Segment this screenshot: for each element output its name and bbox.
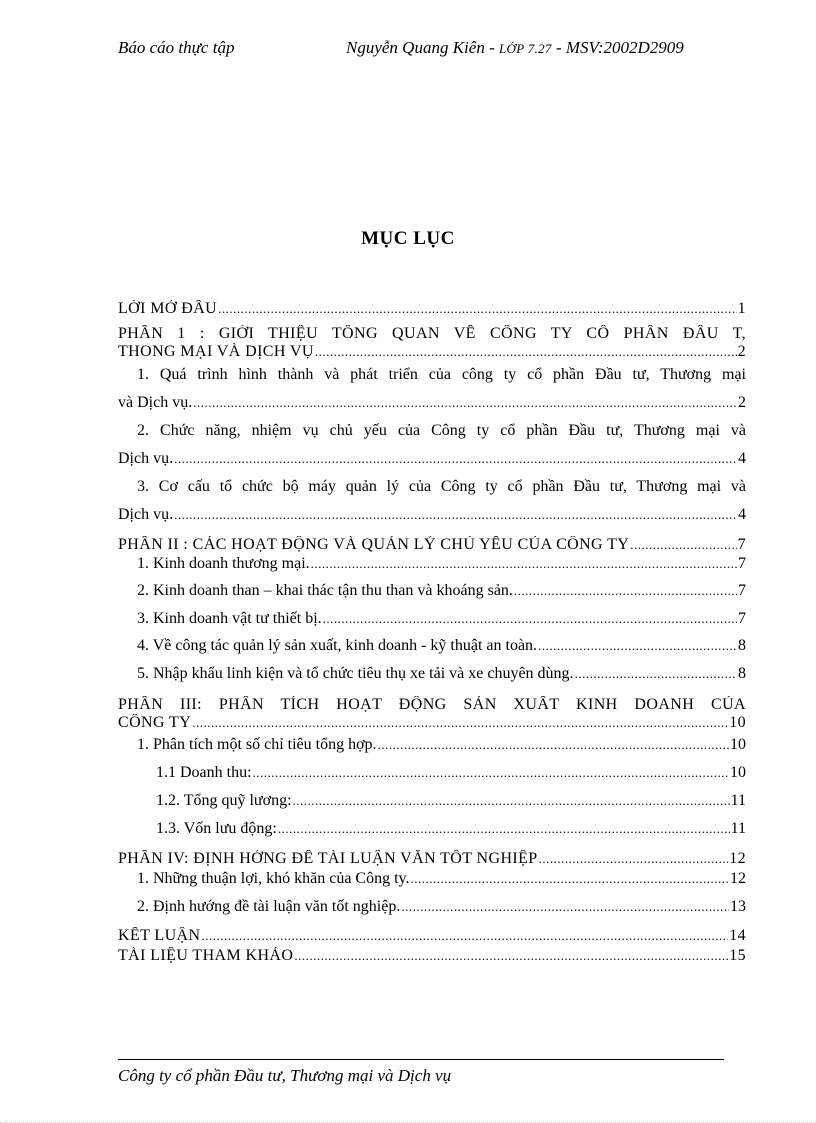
toc-entry-text-cont: CÔNG TY — [118, 714, 192, 731]
toc-entry-p2-2[interactable] — [137, 582, 746, 600]
toc-entry-page: 10 — [730, 736, 746, 753]
toc-entry-text: 2. Chức năng, nhiệm vụ chủ yếu của Công ty cổ phần Đầu tư, Thương mại và — [137, 422, 746, 439]
toc-entry-p1-3[interactable] — [118, 478, 746, 524]
toc-entry-text: 5. Nhập khẩu linh kiện và tổ chức tiêu thụ xe tải và xe chuyên dùng. — [137, 665, 574, 682]
toc-entry-text: PHẦN III: PHÂN TÍCH HOẠT ĐỘNG SẢN XUẤT KINH DOANH CỦA — [118, 696, 746, 713]
toc-entry-phan-3[interactable] — [118, 696, 746, 732]
toc-entry-page: 7 — [737, 536, 746, 553]
toc-entry-p1-2[interactable] — [118, 422, 746, 468]
toc-entry-page: 8 — [738, 637, 746, 654]
toc-entry-text: 2. Kinh doanh than – khai thác tận thu than và khoáng sản. — [137, 582, 513, 599]
toc-entry-page: 2 — [738, 394, 746, 411]
toc-entry-text: 1. Kinh doanh thương mại. — [137, 555, 310, 572]
toc-entry-page: 12 — [729, 850, 746, 867]
toc-entry-p2-1[interactable] — [137, 555, 746, 573]
toc-entry-phan-1[interactable] — [118, 325, 746, 361]
toc-entry-text: KẾT LUẬN — [118, 927, 201, 944]
toc-entry-ket-luan[interactable] — [118, 927, 746, 945]
toc-entry-page: 11 — [730, 820, 746, 837]
toc-entry-text: PHẦN 1 : GIỚI THIỆU TỔNG QUAN VỀ CÔNG TY CỔ PHẦN ĐẦU T, — [118, 325, 746, 342]
toc-entry-page: 7 — [738, 555, 746, 572]
toc-entry-loi-mo-dau[interactable] — [118, 300, 746, 318]
toc-entry-text-cont: Dịch vụ. — [118, 506, 174, 523]
toc-entry-p3-1[interactable] — [137, 736, 746, 754]
toc-entry-p2-3[interactable] — [137, 610, 746, 628]
toc-entry-page: 12 — [730, 870, 746, 887]
toc-entry-page: 10 — [730, 764, 746, 781]
toc-entry-text: 2. Định hướng đề tài luận văn tốt nghiệp. — [137, 898, 401, 915]
toc-entry-page: 7 — [738, 582, 746, 599]
toc-entry-p3-1-3[interactable] — [156, 820, 746, 838]
toc-entry-page: 14 — [729, 927, 746, 944]
toc-entry-p2-5[interactable] — [137, 665, 746, 683]
toc-entry-text: PHẦN IV: ĐỊNH HỚNG ĐỀ TÀI LUẬN VĂN TỐT NGHIỆP — [118, 850, 538, 867]
toc-entry-text: TÀI LIỆU THAM KHẢO — [118, 947, 294, 964]
toc-entry-p3-1-1[interactable] — [156, 764, 746, 782]
header-class: LỚP 7.27 — [498, 41, 552, 56]
header-right — [346, 38, 684, 58]
toc-entry-p2-4[interactable] — [137, 637, 746, 655]
toc-entry-p4-1[interactable] — [137, 870, 746, 888]
toc-entry-page: 11 — [730, 792, 746, 809]
toc-entry-text: 1. Phân tích một số chỉ tiêu tổng hợp. — [137, 736, 377, 753]
toc-entry-text: 1.1 Doanh thu: — [156, 764, 252, 781]
footer-divider — [118, 1059, 724, 1060]
toc-entry-text: LỜI MỞ ĐẦU — [118, 300, 218, 317]
toc-entry-p4-2[interactable] — [137, 898, 746, 916]
toc-entry-text: 3. Cơ cấu tổ chức bộ máy quản lý của Công ty cổ phần Đầu tư, Thương mại và — [137, 478, 746, 495]
toc-entry-text: 3. Kinh doanh vật tư thiết bị. — [137, 610, 322, 627]
toc-entry-page: 10 — [729, 714, 746, 731]
toc-entry-text-cont: Dịch vụ. — [118, 450, 174, 467]
toc-entry-text-cont: và Dịch vụ. — [118, 394, 193, 411]
toc-entry-page: 1 — [737, 300, 746, 317]
toc-entry-page: 8 — [738, 665, 746, 682]
toc-entry-page: 4 — [738, 506, 746, 523]
toc-entry-page: 13 — [730, 898, 746, 915]
toc-entry-text: 1. Những thuận lợi, khó khăn của Công ty. — [137, 870, 410, 887]
toc-entry-page: 15 — [729, 947, 746, 964]
toc-entry-text-cont: THONG MẠI VÀ DỊCH VỤ — [118, 343, 314, 360]
toc-entry-text: 1.2. Tổng quỹ lương: — [156, 792, 292, 809]
toc-entry-phan-2[interactable] — [118, 536, 746, 554]
footer-company: Công ty cổ phần Đầu tư, Thương mại và Dịch vụ — [118, 1066, 452, 1085]
toc-entry-tai-lieu[interactable] — [118, 947, 746, 965]
toc-entry-p3-1-2[interactable] — [156, 792, 746, 810]
toc-entry-text: 4. Về công tác quản lý sản xuất, kinh doanh - kỹ thuật an toàn. — [137, 637, 538, 654]
toc-entry-text: PHẦN II : CÁC HOẠT ĐỘNG VÀ QUẢN LÝ CHỦ YẾU CỦA CÔNG TY — [118, 536, 630, 553]
page-title: MỤC LỤC — [361, 228, 455, 249]
toc-entry-page: 7 — [738, 610, 746, 627]
header-left: Báo cáo thực tập — [118, 38, 235, 57]
toc-entry-page: 2 — [737, 343, 746, 360]
toc-entry-text: 1. Quá trình hình thành và phát triển của công ty cổ phần Đầu tư, Thương mại — [137, 366, 746, 383]
toc-entry-phan-4[interactable] — [118, 850, 746, 868]
toc-entry-p1-1[interactable] — [118, 366, 746, 412]
header-author: Nguyễn Quang Kiên - — [346, 38, 499, 57]
toc-entry-page: 4 — [738, 450, 746, 467]
header-msv: - MSV:2002D2909 — [551, 38, 684, 57]
toc-entry-text: 1.3. Vốn lưu động: — [156, 820, 277, 837]
